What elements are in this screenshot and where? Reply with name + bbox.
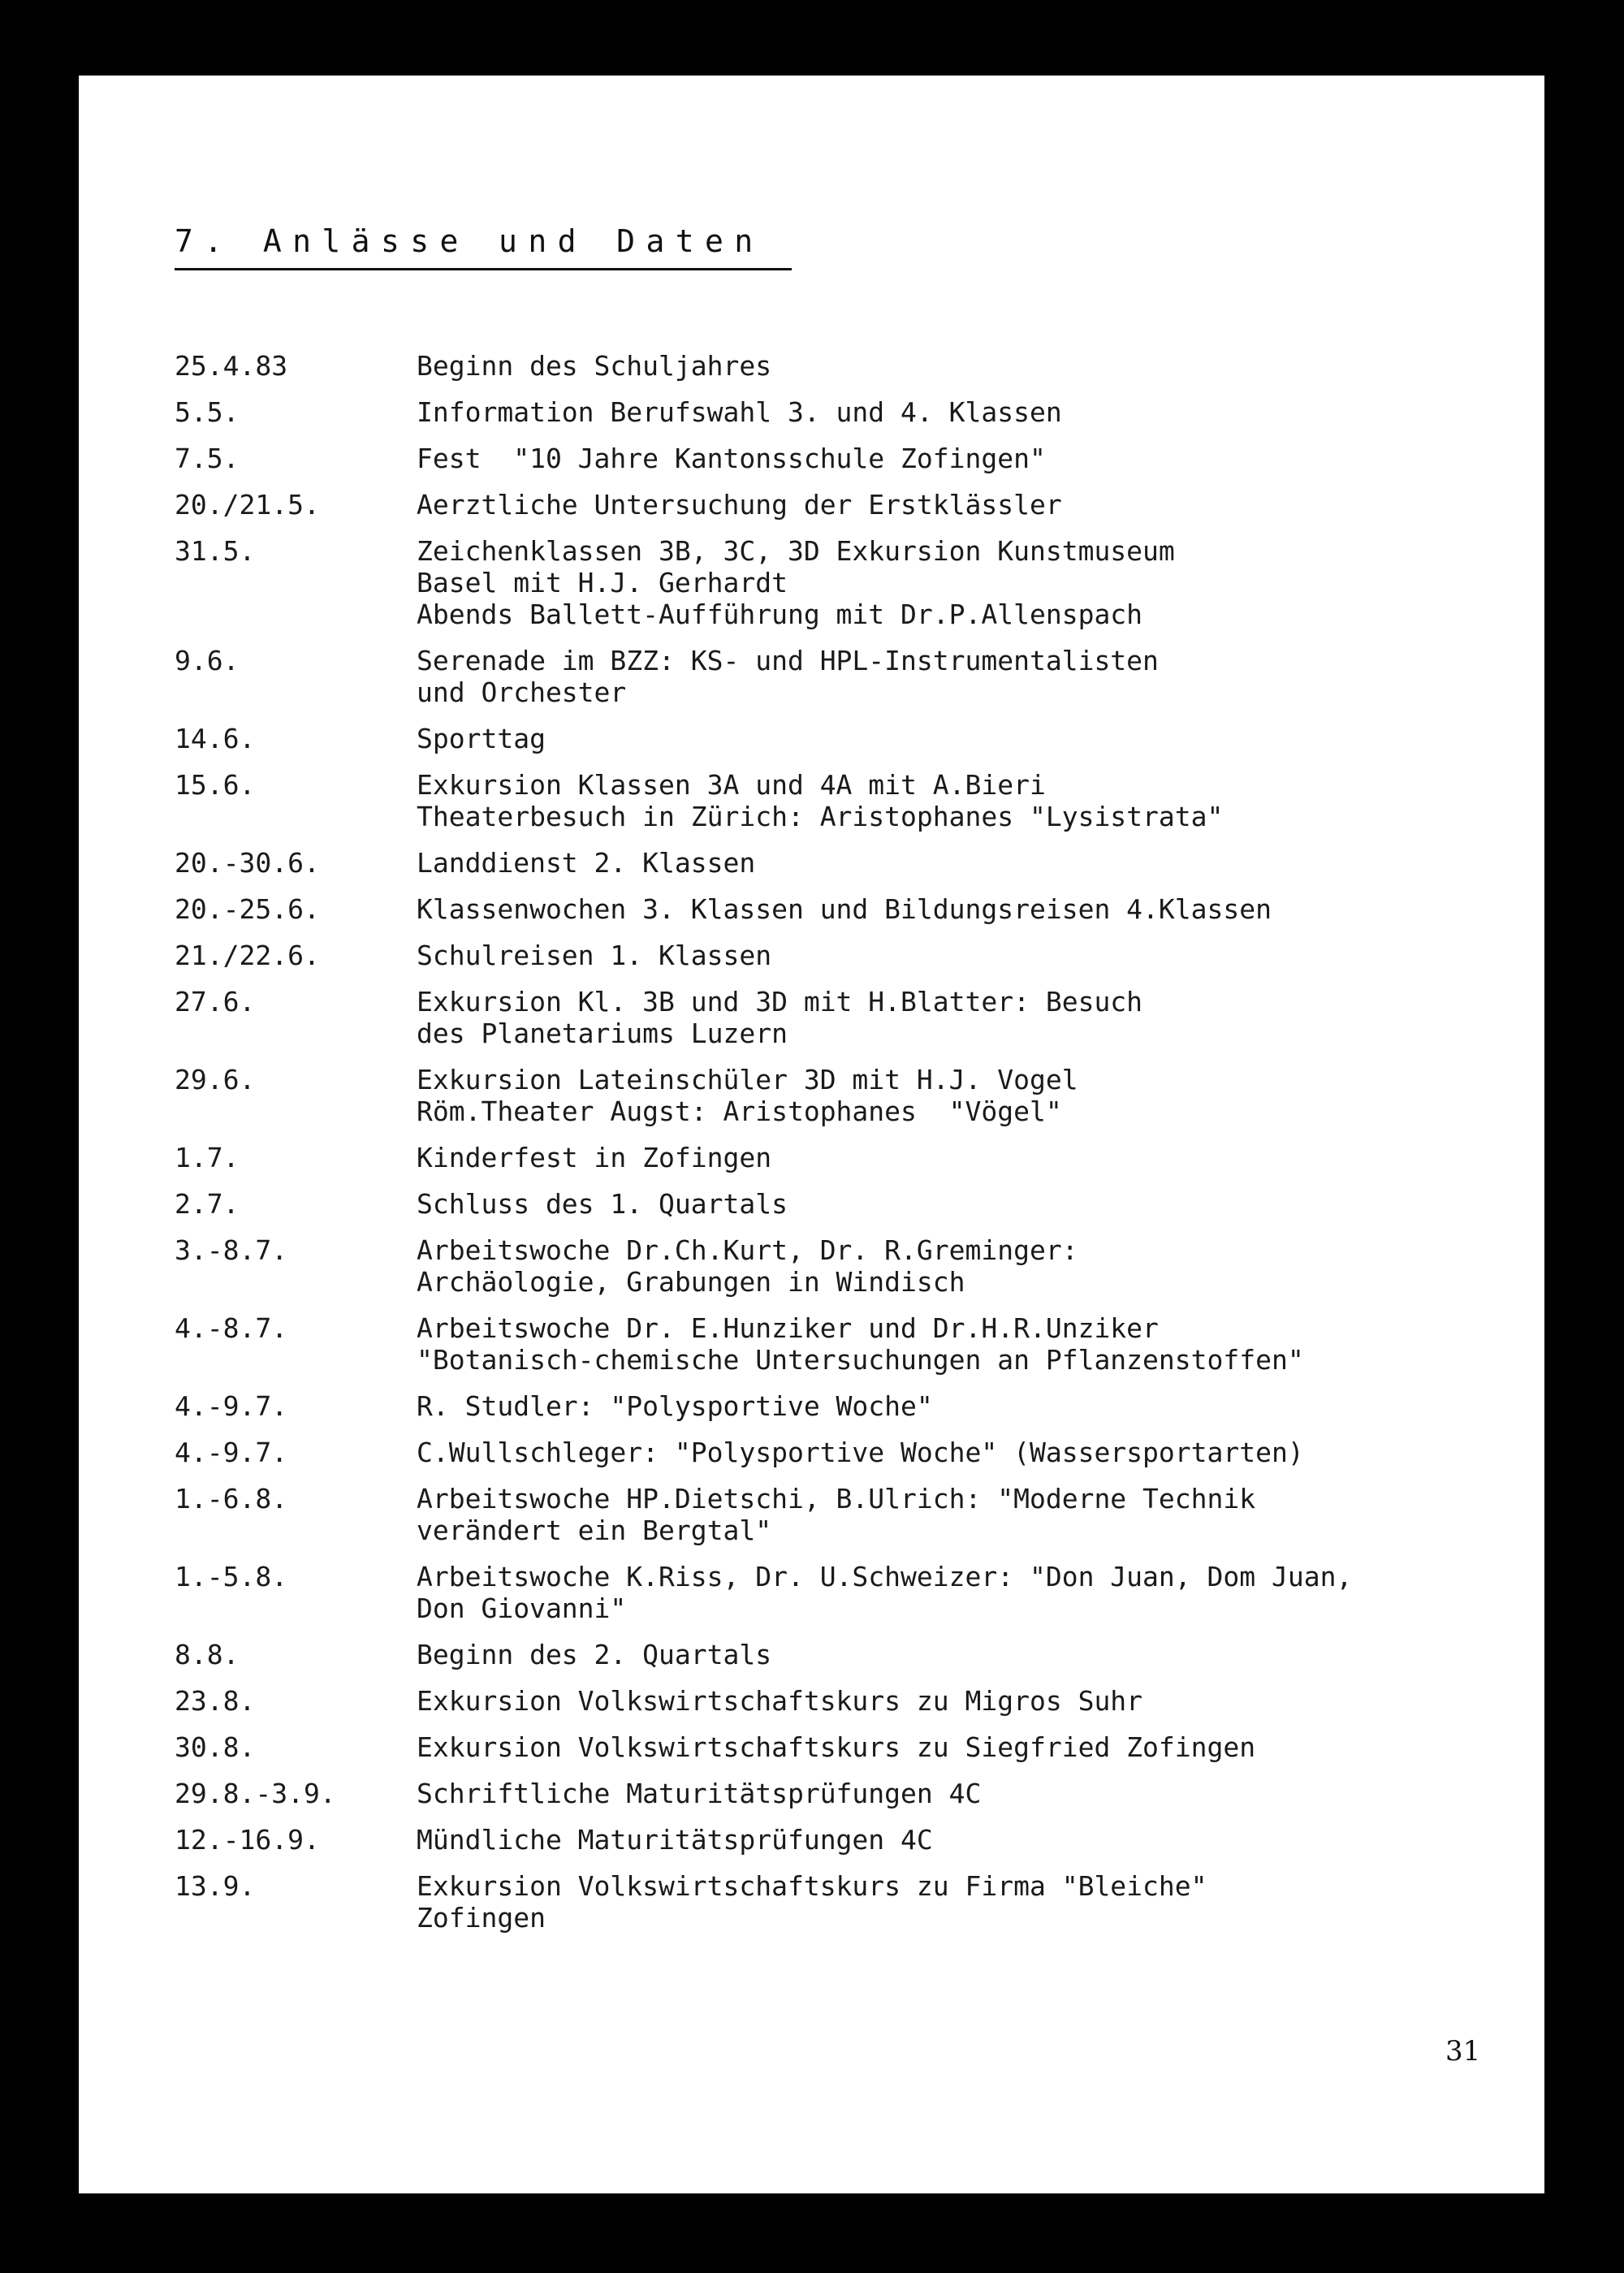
event-row bbox=[175, 1234, 1539, 1298]
event-date: 27.6. bbox=[175, 986, 256, 1018]
event-date: 1.-6.8. bbox=[175, 1483, 288, 1515]
event-description-line: Information Berufswahl 3. und 4. Klassen bbox=[417, 396, 1062, 428]
event-description-line: Schluss des 1. Quartals bbox=[417, 1188, 788, 1220]
event-description-line: Exkursion Volkswirtschaftskurs zu Migros Suhr bbox=[417, 1685, 1143, 1717]
event-description-line: Landdienst 2. Klassen bbox=[417, 847, 756, 879]
event-row bbox=[175, 893, 1539, 925]
heading-underline bbox=[175, 268, 792, 270]
event-description-line: Exkursion Volkswirtschaftskurs zu Firma "Bleiche" bbox=[417, 1870, 1207, 1902]
page-number: 31 bbox=[1445, 2035, 1481, 2068]
event-row bbox=[175, 1312, 1539, 1376]
event-date: 2.7. bbox=[175, 1188, 240, 1220]
event-date: 1.7. bbox=[175, 1142, 240, 1173]
event-row bbox=[175, 986, 1539, 1049]
event-date: 31.5. bbox=[175, 535, 256, 567]
event-description-line: Schriftliche Maturitätsprüfungen 4C bbox=[417, 1778, 982, 1809]
event-description-line: R. Studler: "Polysportive Woche" bbox=[417, 1390, 933, 1422]
event-row bbox=[175, 1870, 1539, 1934]
event-row bbox=[175, 1390, 1539, 1422]
event-date: 12.-16.9. bbox=[175, 1824, 320, 1856]
event-description-line: Exkursion Klassen 3A und 4A mit A.Bieri bbox=[417, 769, 1046, 801]
event-description-line: Archäologie, Grabungen in Windisch bbox=[417, 1266, 965, 1298]
event-date: 3.-8.7. bbox=[175, 1234, 288, 1266]
event-description-line: Schulreisen 1. Klassen bbox=[417, 940, 772, 971]
event-description-line: Kinderfest in Zofingen bbox=[417, 1142, 772, 1173]
event-date: 5.5. bbox=[175, 396, 240, 428]
event-date: 29.6. bbox=[175, 1064, 256, 1095]
event-row bbox=[175, 535, 1539, 630]
event-row bbox=[175, 1685, 1539, 1717]
event-description-line: Don Giovanni" bbox=[417, 1592, 627, 1624]
event-date: 8.8. bbox=[175, 1639, 240, 1670]
event-date: 15.6. bbox=[175, 769, 256, 801]
event-description-line: Theaterbesuch in Zürich: Aristophanes "Lysistrata" bbox=[417, 801, 1224, 832]
event-description-line: Zeichenklassen 3B, 3C, 3D Exkursion Kunstmuseum bbox=[417, 535, 1175, 567]
event-description-line: Klassenwochen 3. Klassen und Bildungsreisen 4.Klassen bbox=[417, 893, 1272, 925]
event-row bbox=[175, 1824, 1539, 1856]
event-row bbox=[175, 1639, 1539, 1670]
event-date: 4.-9.7. bbox=[175, 1437, 288, 1468]
event-date: 29.8.-3.9. bbox=[175, 1778, 336, 1809]
event-row bbox=[175, 940, 1539, 971]
document-page bbox=[79, 76, 1544, 2193]
event-description-line: Serenade im BZZ: KS- und HPL-Instrumentalisten bbox=[417, 645, 1159, 676]
event-row bbox=[175, 723, 1539, 754]
event-row bbox=[175, 1483, 1539, 1546]
event-description-line: Abends Ballett-Aufführung mit Dr.P.Allenspach bbox=[417, 598, 1143, 630]
event-description-line: Beginn des 2. Quartals bbox=[417, 1639, 772, 1670]
event-date: 20.-30.6. bbox=[175, 847, 320, 879]
event-date: 21./22.6. bbox=[175, 940, 320, 971]
event-description-line: und Orchester bbox=[417, 676, 627, 708]
event-date: 25.4.83 bbox=[175, 350, 288, 382]
event-description-line: Mündliche Maturitätsprüfungen 4C bbox=[417, 1824, 933, 1856]
event-description-line: Arbeitswoche Dr. E.Hunziker und Dr.H.R.Unziker bbox=[417, 1312, 1159, 1344]
event-date: 13.9. bbox=[175, 1870, 256, 1902]
event-row bbox=[175, 847, 1539, 879]
event-description-line: Beginn des Schuljahres bbox=[417, 350, 772, 382]
event-description-line: Aerztliche Untersuchung der Erstklässler bbox=[417, 489, 1062, 521]
event-description-line: Sporttag bbox=[417, 723, 546, 754]
event-date: 14.6. bbox=[175, 723, 256, 754]
event-row bbox=[175, 1731, 1539, 1763]
event-date: 9.6. bbox=[175, 645, 240, 676]
event-date: 7.5. bbox=[175, 443, 240, 474]
event-date: 20./21.5. bbox=[175, 489, 320, 521]
event-row bbox=[175, 1188, 1539, 1220]
event-date: 30.8. bbox=[175, 1731, 256, 1763]
event-description-line: "Botanisch-chemische Untersuchungen an Pflanzenstoffen" bbox=[417, 1344, 1304, 1376]
event-date: 20.-25.6. bbox=[175, 893, 320, 925]
event-description-line: C.Wullschleger: "Polysportive Woche" (Wassersportarten) bbox=[417, 1437, 1304, 1468]
event-description-line: Arbeitswoche HP.Dietschi, B.Ulrich: "Moderne Technik bbox=[417, 1483, 1256, 1515]
event-description-line: Exkursion Volkswirtschaftskurs zu Siegfried Zofingen bbox=[417, 1731, 1256, 1763]
event-date: 23.8. bbox=[175, 1685, 256, 1717]
event-date: 4.-8.7. bbox=[175, 1312, 288, 1344]
event-description-line: Exkursion Kl. 3B und 3D mit H.Blatter: Besuch bbox=[417, 986, 1143, 1018]
event-date: 1.-5.8. bbox=[175, 1561, 288, 1592]
event-description-line: Basel mit H.J. Gerhardt bbox=[417, 567, 788, 598]
event-row bbox=[175, 396, 1539, 428]
event-description-line: Röm.Theater Augst: Aristophanes "Vögel" bbox=[417, 1095, 1062, 1127]
event-description-line: Arbeitswoche Dr.Ch.Kurt, Dr. R.Greminger: bbox=[417, 1234, 1078, 1266]
event-row bbox=[175, 489, 1539, 521]
event-description-line: Zofingen bbox=[417, 1902, 546, 1934]
event-description-line: Fest "10 Jahre Kantonsschule Zofingen" bbox=[417, 443, 1046, 474]
event-row bbox=[175, 1561, 1539, 1624]
event-row bbox=[175, 1142, 1539, 1173]
event-row bbox=[175, 350, 1539, 382]
event-description-line: Exkursion Lateinschüler 3D mit H.J. Vogel bbox=[417, 1064, 1078, 1095]
event-date: 4.-9.7. bbox=[175, 1390, 288, 1422]
event-description-line: Arbeitswoche K.Riss, Dr. U.Schweizer: "Don Juan, Dom Juan, bbox=[417, 1561, 1353, 1592]
event-row bbox=[175, 443, 1539, 474]
event-description-line: verändert ein Bergtal" bbox=[417, 1515, 772, 1546]
event-row bbox=[175, 1437, 1539, 1468]
event-row bbox=[175, 645, 1539, 708]
event-list bbox=[175, 350, 1539, 1948]
event-description-line: des Planetariums Luzern bbox=[417, 1018, 788, 1049]
section-heading: 7. Anlässe und Daten bbox=[175, 223, 764, 259]
event-row bbox=[175, 769, 1539, 832]
event-row bbox=[175, 1778, 1539, 1809]
event-row bbox=[175, 1064, 1539, 1127]
